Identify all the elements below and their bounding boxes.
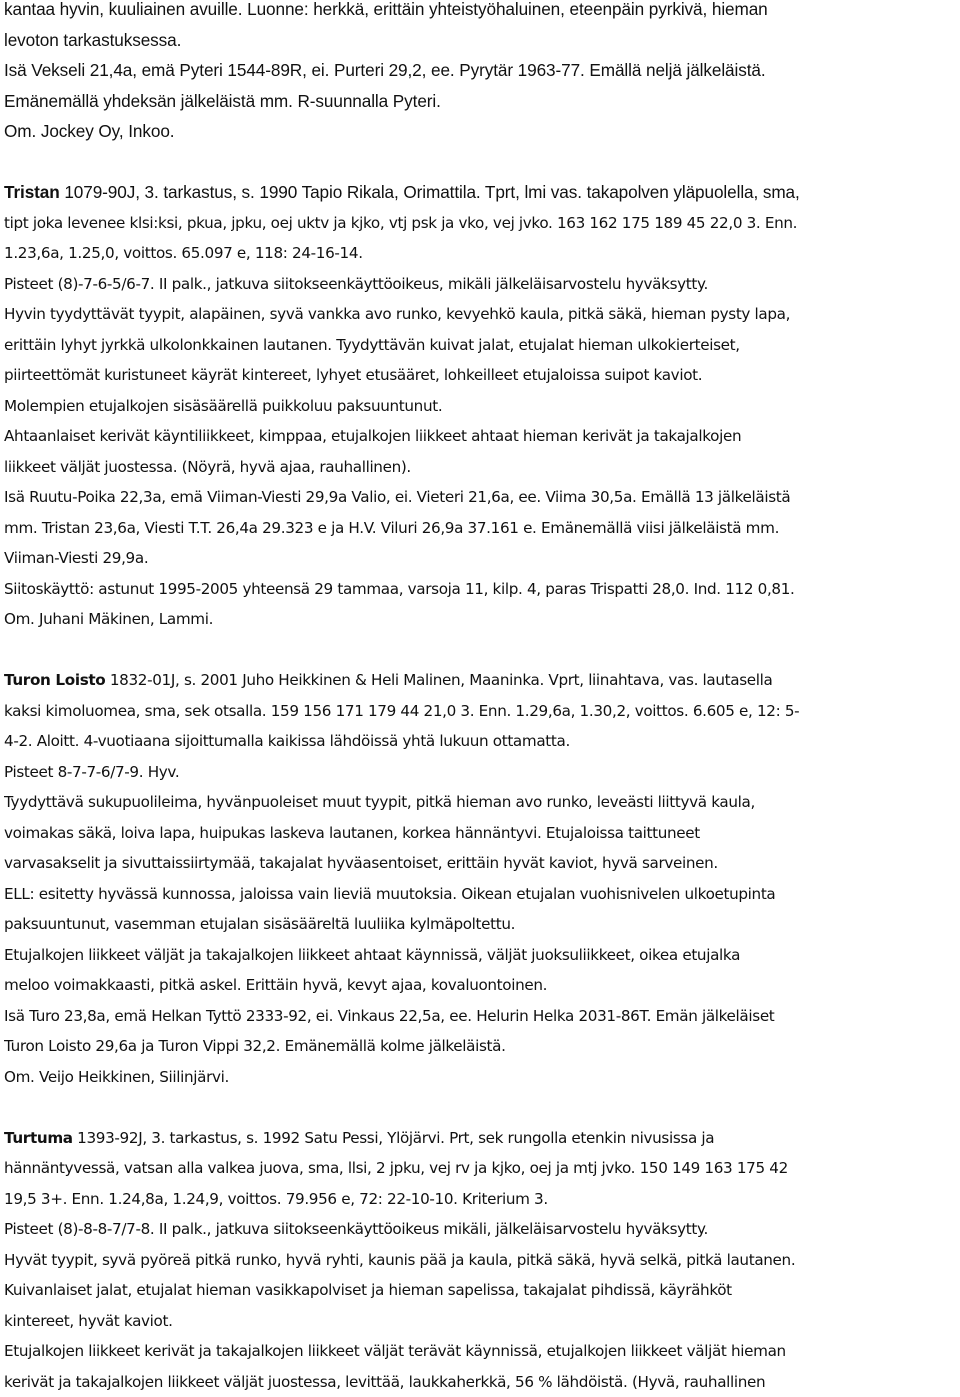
text-line	[4, 848, 958, 879]
line-text: Viiman-Viesti 29,9a.	[4, 549, 148, 567]
entry-intro	[4, 0, 958, 147]
text-line	[4, 818, 958, 849]
text-line	[4, 604, 958, 635]
line-text: meloo voimakkaasti, pitkä askel. Erittäin hyvä, kevyt ajaa, kovaluontoinen.	[4, 976, 547, 994]
section-spacer	[4, 1092, 958, 1123]
text-line	[4, 513, 958, 544]
text-line	[4, 1245, 958, 1276]
text-line	[4, 269, 958, 300]
text-line	[4, 1275, 958, 1306]
document-page	[4, 0, 958, 1397]
entry-heading-line	[4, 665, 958, 696]
text-line	[4, 574, 958, 605]
text-line	[4, 55, 958, 86]
text-line	[4, 879, 958, 910]
line-text: Hyvät tyypit, syvä pyöreä pitkä runko, hyvä ryhti, kaunis pää ja kaula, pitkä säkä, hyvä selkä, pitkä lautanen.	[4, 1251, 795, 1269]
line-text: piirteettömät kuristuneet käyrät kintereet, lyhyet etusääret, lohkeilleet etujaloissa suipot kaviot.	[4, 366, 702, 384]
line-text: Isä Turo 23,8a, emä Helkan Tyttö 2333-92, ei. Vinkaus 22,5a, ee. Helurin Helka 2031-86T. Emän jälkeläiset	[4, 1007, 774, 1025]
line-text: ELL: esitetty hyvässä kunnossa, jaloissa vain lieviä muutoksia. Oikean etujalan vuohisnivelen ulkoetupinta	[4, 885, 775, 903]
text-line	[4, 1184, 958, 1215]
section-spacer	[4, 147, 958, 178]
line-text: Tyydyttävä sukupuolileima, hyvänpuoleiset muut tyypit, pitkä hieman avo runko, leveästi liittyvä kaula,	[4, 793, 755, 811]
text-line	[4, 360, 958, 391]
entry-turon-loisto	[4, 665, 958, 1092]
line-text: Om. Veijo Heikkinen, Siilinjärvi.	[4, 1068, 229, 1086]
line-text: Molempien etujalkojen sisäsäärellä puikkoluu paksuuntunut.	[4, 397, 442, 415]
entry-heading-line	[4, 177, 958, 208]
text-line	[4, 330, 958, 361]
line-text: 1079-90J, 3. tarkastus, s. 1990 Tapio Rikala, Orimattila. Tprt, lmi vas. takapolven yläpuolella, sma,	[60, 182, 800, 202]
text-line	[4, 696, 958, 727]
line-text: liikkeet väljät juostessa. (Nöyrä, hyvä ajaa, rauhallinen).	[4, 458, 411, 476]
line-text: kintereet, hyvät kaviot.	[4, 1312, 173, 1330]
text-line	[4, 0, 958, 25]
text-line	[4, 116, 958, 147]
text-line	[4, 299, 958, 330]
text-line	[4, 1336, 958, 1367]
text-line	[4, 1153, 958, 1184]
line-text: Etujalkojen liikkeet väljät ja takajalkojen liikkeet ahtaat käynnissä, väljät juoksuliikkeet, oikea etujalka	[4, 946, 740, 964]
line-text: 1.23,6a, 1.25,0, voittos. 65.097 e, 118: 24-16-14.	[4, 244, 363, 262]
line-text: paksuuntunut, vasemman etujalan sisäsääreltä luuliika kylmäpoltettu.	[4, 915, 515, 933]
text-line	[4, 787, 958, 818]
text-line	[4, 482, 958, 513]
line-text: levoton tarkastuksessa.	[4, 30, 181, 50]
horse-name: Tristan	[4, 182, 60, 202]
text-line	[4, 391, 958, 422]
line-text: Ahtaanlaiset kerivät käyntiliikkeet, kimppaa, etujalkojen liikkeet ahtaat hieman kerivät ja takajalkojen	[4, 427, 741, 445]
horse-name: Turon Loisto	[4, 671, 105, 689]
line-text: Etujalkojen liikkeet kerivät ja takajalkojen liikkeet väljät terävät käynnissä, etujalkojen liikkeet väljät hieman	[4, 1342, 786, 1360]
section-spacer	[4, 635, 958, 666]
line-text: kerivät ja takajalkojen liikkeet väljät juostessa, levittää, laukkaherkkä, 56 % lähdöistä. (Hyvä, rauhallinen	[4, 1373, 765, 1391]
line-text: Siitoskäyttö: astunut 1995-2005 yhteensä 29 tammaa, varsoja 11, kilp. 4, paras Trispatti 28,0. Ind. 112 0,81.	[4, 580, 795, 598]
entry-tristan	[4, 177, 958, 635]
text-line	[4, 940, 958, 971]
line-text: 19,5 3+. Enn. 1.24,8a, 1.24,9, voittos. 79.956 e, 72: 22-10-10. Kriterium 3.	[4, 1190, 548, 1208]
text-line	[4, 1031, 958, 1062]
line-text: Isä Vekseli 21,4a, emä Pyteri 1544-89R, ei. Purteri 29,2, ee. Pyrytär 1963-77. Emällä neljä jälkeläistä.	[4, 60, 766, 80]
text-line	[4, 1062, 958, 1093]
line-text: Isä Ruutu-Poika 22,3a, emä Viiman-Viesti 29,9a Valio, ei. Vieteri 21,6a, ee. Viima 30,5a. Emällä 13 jälkeläistä	[4, 488, 790, 506]
text-line	[4, 421, 958, 452]
text-line	[4, 208, 958, 239]
line-text: Turon Loisto 29,6a ja Turon Vippi 32,2. Emänemällä kolme jälkeläistä.	[4, 1037, 506, 1055]
line-text: Kuivanlaiset jalat, etujalat hieman vasikkapolviset ja hieman sapelissa, takajalat pihdissä, käyrähköt	[4, 1281, 732, 1299]
text-line	[4, 970, 958, 1001]
line-text: Pisteet 8-7-7-6/7-9. Hyv.	[4, 763, 179, 781]
line-text: 1832-01J, s. 2001 Juho Heikkinen & Heli Malinen, Maaninka. Vprt, liinahtava, vas. lautasella	[105, 671, 772, 689]
line-text: 4-2. Aloitt. 4-vuotiaana sijoittumalla kaikissa lähdöissä yhtä lukuun ottamatta.	[4, 732, 570, 750]
text-line	[4, 1306, 958, 1337]
line-text: Hyvin tyydyttävät tyypit, alapäinen, syvä vankka avo runko, kevyehkö kaula, pitkä säkä, hieman pysty lapa,	[4, 305, 790, 323]
text-line	[4, 757, 958, 788]
line-text: mm. Tristan 23,6a, Viesti T.T. 26,4a 29.323 e ja H.V. Viluri 26,9a 37.161 e. Emänemällä viisi jälkeläistä mm.	[4, 519, 779, 537]
horse-name: Turtuma	[4, 1129, 73, 1147]
line-text: 1393-92J, 3. tarkastus, s. 1992 Satu Pessi, Ylöjärvi. Prt, sek rungolla etenkin nivusissa ja	[73, 1129, 715, 1147]
text-line	[4, 1367, 958, 1397]
text-line	[4, 25, 958, 56]
text-line	[4, 238, 958, 269]
line-text: varvasakselit ja sivuttaissiirtymää, takajalat hyväasentoiset, erittäin hyvät kaviot, hyvä sarveinen.	[4, 854, 718, 872]
text-line	[4, 726, 958, 757]
text-line	[4, 909, 958, 940]
line-text: kaksi kimoluomea, sma, sek otsalla. 159 156 171 179 44 21,0 3. Enn. 1.29,6a, 1.30,2, voittos. 6.605 e, 12: 5-	[4, 702, 799, 720]
line-text: kantaa hyvin, kuuliainen avuille. Luonne: herkkä, erittäin yhteistyöhaluinen, eteenpäin pyrkivä, hieman	[4, 0, 768, 19]
line-text: Om. Jockey Oy, Inkoo.	[4, 121, 174, 141]
entry-turtuma	[4, 1123, 958, 1397]
entry-heading-line	[4, 1123, 958, 1154]
line-text: voimakas säkä, loiva lapa, huipukas laskeva lautanen, korkea hännäntyvi. Etujaloissa taittuneet	[4, 824, 700, 842]
line-text: Pisteet (8)-8-8-7/7-8. II palk., jatkuva siitokseenkäyttöoikeus mikäli, jälkeläisarvostelu hyväksytty.	[4, 1220, 708, 1238]
text-line	[4, 452, 958, 483]
line-text: tipt joka levenee klsi:ksi, pkua, jpku, oej uktv ja kjko, vtj psk ja vko, vej jvko. 163 162 175 189 45 22,0 3. Enn.	[4, 214, 797, 232]
text-line	[4, 86, 958, 117]
text-line	[4, 543, 958, 574]
line-text: hännäntyvessä, vatsan alla valkea juova, sma, llsi, 2 jpku, vej rv ja kjko, oej ja mtj jvko. 150 149 163 175 42	[4, 1159, 788, 1177]
line-text: Om. Juhani Mäkinen, Lammi.	[4, 610, 213, 628]
line-text: erittäin lyhyt jyrkkä ulkolonkkainen lautanen. Tyydyttävän kuivat jalat, etujalat hieman ulkokierteiset,	[4, 336, 740, 354]
text-line	[4, 1214, 958, 1245]
text-line	[4, 1001, 958, 1032]
line-text: Pisteet (8)-7-6-5/6-7. II palk., jatkuva siitokseenkäyttöoikeus, mikäli jälkeläisarvostelu hyväksytty.	[4, 275, 708, 293]
line-text: Emänemällä yhdeksän jälkeläistä mm. R-suunnalla Pyteri.	[4, 91, 441, 111]
